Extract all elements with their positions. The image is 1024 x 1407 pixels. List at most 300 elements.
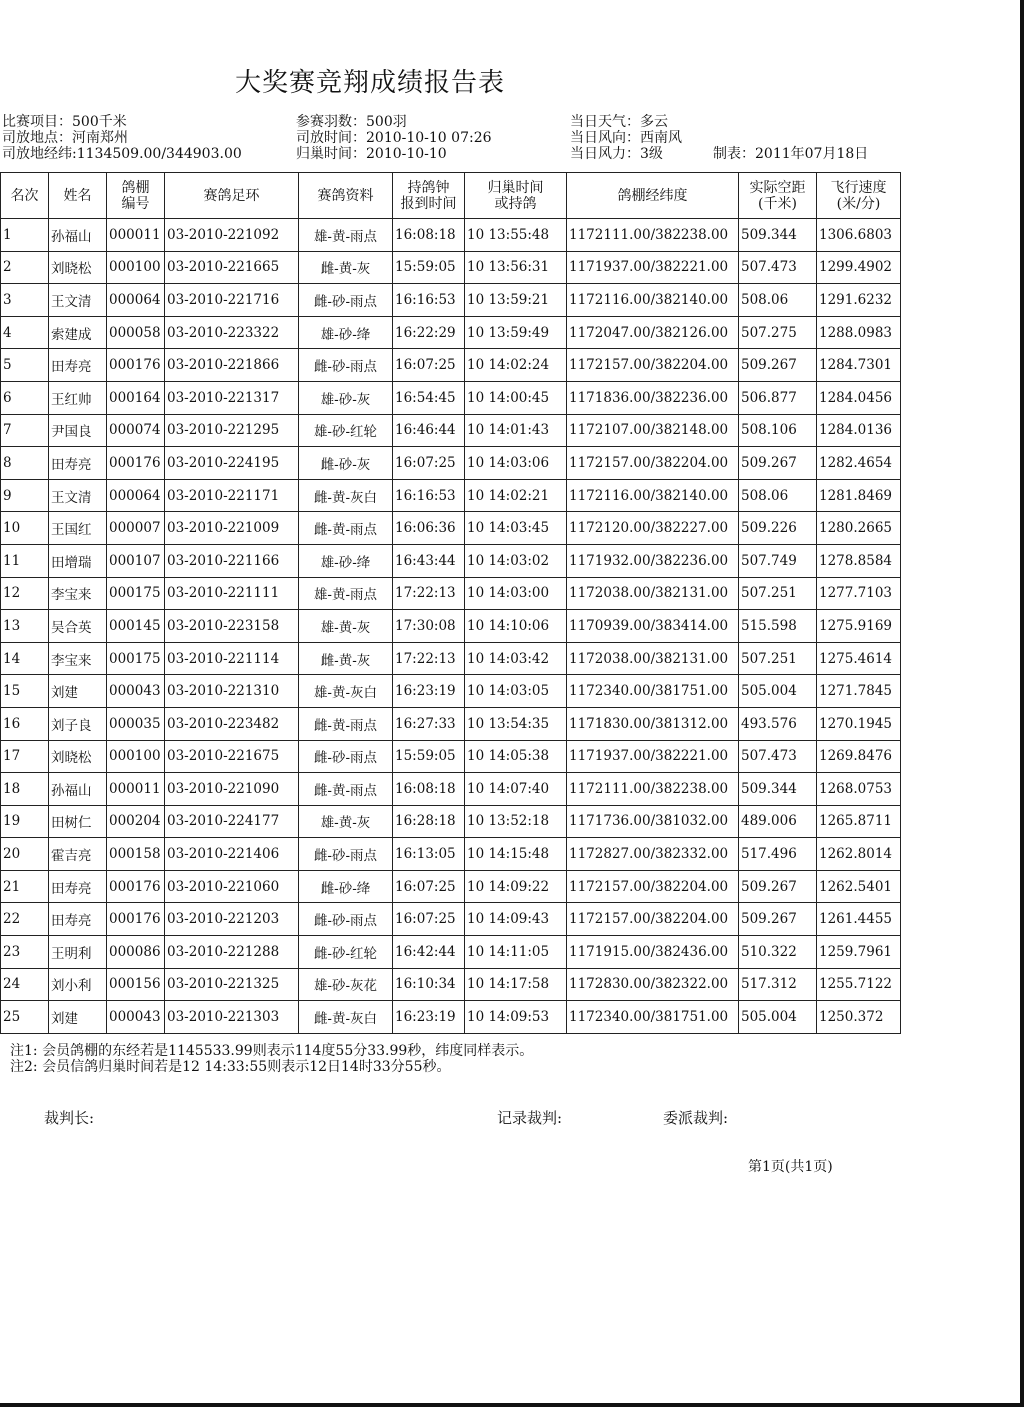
cell-distance: 489.006 xyxy=(739,805,817,838)
cell-distance: 493.576 xyxy=(739,707,817,740)
cell-name: 孙福山 xyxy=(49,773,107,806)
cell-distance: 508.06 xyxy=(739,284,817,317)
cell-rank: 13 xyxy=(1,610,49,643)
cell-ring-number: 03-2010-221090 xyxy=(165,773,299,806)
cell-clock-time: 15:59:05 xyxy=(393,251,465,284)
cell-loft-id: 000100 xyxy=(107,251,165,284)
table-header-row xyxy=(1,173,901,219)
made-date: 制表：2011年07月18日 xyxy=(713,146,869,162)
cell-loft-id: 000176 xyxy=(107,349,165,382)
cell-loft-id: 000064 xyxy=(107,284,165,317)
cell-return-time: 10 13:54:35 xyxy=(465,707,567,740)
cell-ring-number: 03-2010-221675 xyxy=(165,740,299,773)
cell-name: 王明利 xyxy=(49,936,107,969)
cell-bird-info: 雌-砂-雨点 xyxy=(299,838,393,871)
cell-rank: 6 xyxy=(1,381,49,414)
cell-loft-id: 000058 xyxy=(107,316,165,349)
cell-loft-coordinates: 1171937.00/382221.00 xyxy=(567,251,739,284)
cell-return-time: 10 14:03:02 xyxy=(465,544,567,577)
report-title: 大奖赛竞翔成绩报告表 xyxy=(234,68,505,98)
cell-loft-coordinates: 1172157.00/382204.00 xyxy=(567,447,739,480)
cell-loft-coordinates: 1172340.00/381751.00 xyxy=(567,675,739,708)
cell-name: 田树仁 xyxy=(49,805,107,838)
cell-clock-time: 15:59:05 xyxy=(393,740,465,773)
table-row xyxy=(1,675,901,708)
cell-distance: 508.06 xyxy=(739,479,817,512)
cell-return-time: 10 13:52:18 xyxy=(465,805,567,838)
cell-loft-coordinates: 1172120.00/382227.00 xyxy=(567,512,739,545)
cell-speed: 1278.8584 xyxy=(817,544,901,577)
cell-loft-id: 000007 xyxy=(107,512,165,545)
cell-ring-number: 03-2010-221317 xyxy=(165,381,299,414)
cell-loft-id: 000175 xyxy=(107,642,165,675)
cell-loft-coordinates: 1172157.00/382204.00 xyxy=(567,870,739,903)
cell-distance: 517.496 xyxy=(739,838,817,871)
cell-return-time: 10 14:17:58 xyxy=(465,968,567,1001)
cell-speed: 1281.8469 xyxy=(817,479,901,512)
cell-return-time: 10 14:02:24 xyxy=(465,349,567,382)
release-location: 司放地点：河南郑州 xyxy=(2,130,128,146)
cell-return-time: 10 13:59:49 xyxy=(465,316,567,349)
cell-ring-number: 03-2010-221406 xyxy=(165,838,299,871)
cell-clock-time: 16:10:34 xyxy=(393,968,465,1001)
cell-rank: 16 xyxy=(1,707,49,740)
cell-name: 田增瑞 xyxy=(49,544,107,577)
cell-distance: 509.226 xyxy=(739,512,817,545)
cell-name: 王文清 xyxy=(49,479,107,512)
cell-speed: 1280.2665 xyxy=(817,512,901,545)
table-row xyxy=(1,903,901,936)
cell-bird-info: 雄-砂-绛 xyxy=(299,544,393,577)
cell-distance: 507.251 xyxy=(739,642,817,675)
table-row xyxy=(1,284,901,317)
cell-return-time: 10 14:03:45 xyxy=(465,512,567,545)
cell-speed: 1299.4902 xyxy=(817,251,901,284)
cell-distance: 505.004 xyxy=(739,675,817,708)
info-column-1 xyxy=(2,114,242,162)
cell-bird-info: 雌-砂-灰 xyxy=(299,447,393,480)
cell-distance: 509.344 xyxy=(739,219,817,252)
cell-name: 田寿亮 xyxy=(49,447,107,480)
cell-return-time: 10 14:09:43 xyxy=(465,903,567,936)
table-row xyxy=(1,642,901,675)
results-table xyxy=(0,172,901,1034)
cell-loft-id: 000100 xyxy=(107,740,165,773)
cell-speed: 1271.7845 xyxy=(817,675,901,708)
cell-ring-number: 03-2010-223158 xyxy=(165,610,299,643)
header-name xyxy=(49,173,107,219)
event-distance: 比赛项目：500千米 xyxy=(2,114,127,130)
cell-loft-id: 000176 xyxy=(107,870,165,903)
note-2: 注2: 会员信鸽归巢时间若是12 14:33:55则表示12日14时33分55秒。 xyxy=(10,1059,451,1075)
cell-speed: 1284.0136 xyxy=(817,414,901,447)
chief-referee-label: 裁判长: xyxy=(44,1109,95,1127)
header-clock-time xyxy=(393,173,465,219)
info-column-2 xyxy=(296,114,492,162)
table-row xyxy=(1,251,901,284)
header-line: 鸽棚 xyxy=(121,179,150,196)
cell-speed: 1268.0753 xyxy=(817,773,901,806)
cell-ring-number: 03-2010-221092 xyxy=(165,219,299,252)
cell-loft-coordinates: 1172830.00/382322.00 xyxy=(567,968,739,1001)
cell-name: 田寿亮 xyxy=(49,349,107,382)
cell-ring-number: 03-2010-221060 xyxy=(165,870,299,903)
cell-bird-info: 雌-砂-红轮 xyxy=(299,936,393,969)
cell-rank: 18 xyxy=(1,773,49,806)
table-row xyxy=(1,870,901,903)
cell-clock-time: 16:07:25 xyxy=(393,447,465,480)
cell-ring-number: 03-2010-221303 xyxy=(165,1001,299,1034)
cell-name: 王红帅 xyxy=(49,381,107,414)
return-date: 归巢时间：2010-10-10 xyxy=(296,146,447,162)
cell-clock-time: 16:08:18 xyxy=(393,219,465,252)
header-line: (米/分) xyxy=(836,195,881,212)
cell-speed: 1275.4614 xyxy=(817,642,901,675)
cell-name: 刘小利 xyxy=(49,968,107,1001)
cell-loft-coordinates: 1172111.00/382238.00 xyxy=(567,219,739,252)
cell-return-time: 10 14:03:05 xyxy=(465,675,567,708)
cell-name: 李宝来 xyxy=(49,577,107,610)
cell-rank: 8 xyxy=(1,447,49,480)
cell-clock-time: 16:16:53 xyxy=(393,479,465,512)
cell-speed: 1282.4654 xyxy=(817,447,901,480)
cell-speed: 1284.0456 xyxy=(817,381,901,414)
weather: 当日天气：多云 xyxy=(570,114,668,130)
cell-rank: 19 xyxy=(1,805,49,838)
cell-ring-number: 03-2010-223322 xyxy=(165,316,299,349)
cell-loft-coordinates: 1172116.00/382140.00 xyxy=(567,479,739,512)
cell-bird-info: 雌-砂-雨点 xyxy=(299,349,393,382)
wind-direction: 当日风向：西南风 xyxy=(570,130,682,146)
cell-return-time: 10 14:09:53 xyxy=(465,1001,567,1034)
cell-return-time: 10 14:03:00 xyxy=(465,577,567,610)
cell-distance: 509.267 xyxy=(739,903,817,936)
cell-return-time: 10 13:55:48 xyxy=(465,219,567,252)
header-line: 姓名 xyxy=(63,187,92,204)
cell-loft-id: 000086 xyxy=(107,936,165,969)
cell-loft-id: 000176 xyxy=(107,447,165,480)
cell-bird-info: 雌-黄-雨点 xyxy=(299,512,393,545)
table-row xyxy=(1,707,901,740)
cell-bird-info: 雄-砂-红轮 xyxy=(299,414,393,447)
cell-loft-coordinates: 1172038.00/382131.00 xyxy=(567,577,739,610)
cell-bird-info: 雌-砂-雨点 xyxy=(299,903,393,936)
cell-clock-time: 16:06:36 xyxy=(393,512,465,545)
cell-bird-info: 雄-黄-雨点 xyxy=(299,219,393,252)
cell-return-time: 10 14:10:06 xyxy=(465,610,567,643)
cell-clock-time: 16:08:18 xyxy=(393,773,465,806)
cell-bird-info: 雄-砂-灰 xyxy=(299,381,393,414)
cell-ring-number: 03-2010-221111 xyxy=(165,577,299,610)
cell-rank: 9 xyxy=(1,479,49,512)
cell-distance: 507.473 xyxy=(739,740,817,773)
cell-loft-coordinates: 1172116.00/382140.00 xyxy=(567,284,739,317)
header-ring-number xyxy=(165,173,299,219)
table-row xyxy=(1,838,901,871)
assigned-referee-label: 委派裁判: xyxy=(663,1109,729,1127)
cell-return-time: 10 13:59:21 xyxy=(465,284,567,317)
table-row xyxy=(1,936,901,969)
cell-speed: 1262.5401 xyxy=(817,870,901,903)
cell-ring-number: 03-2010-221114 xyxy=(165,642,299,675)
cell-loft-id: 000043 xyxy=(107,675,165,708)
cell-bird-info: 雄-砂-绛 xyxy=(299,316,393,349)
cell-clock-time: 16:22:29 xyxy=(393,316,465,349)
cell-name: 田寿亮 xyxy=(49,870,107,903)
cell-return-time: 10 14:09:22 xyxy=(465,870,567,903)
note-1: 注1: 会员鸽棚的东经若是1145533.99则表示114度55分33.99秒，纬度同样表示。 xyxy=(10,1043,534,1059)
table-row xyxy=(1,447,901,480)
cell-speed: 1259.7961 xyxy=(817,936,901,969)
cell-rank: 21 xyxy=(1,870,49,903)
cell-ring-number: 03-2010-221295 xyxy=(165,414,299,447)
cell-rank: 23 xyxy=(1,936,49,969)
cell-clock-time: 17:30:08 xyxy=(393,610,465,643)
cell-loft-id: 000204 xyxy=(107,805,165,838)
table-row xyxy=(1,219,901,252)
table-row xyxy=(1,349,901,382)
cell-return-time: 10 14:07:40 xyxy=(465,773,567,806)
table-row xyxy=(1,544,901,577)
cell-clock-time: 16:28:18 xyxy=(393,805,465,838)
cell-rank: 25 xyxy=(1,1001,49,1034)
cell-rank: 1 xyxy=(1,219,49,252)
cell-loft-coordinates: 1170939.00/383414.00 xyxy=(567,610,739,643)
cell-ring-number: 03-2010-221866 xyxy=(165,349,299,382)
cell-loft-coordinates: 1172038.00/382131.00 xyxy=(567,642,739,675)
cell-clock-time: 16:42:44 xyxy=(393,936,465,969)
cell-clock-time: 16:07:25 xyxy=(393,870,465,903)
record-referee-label: 记录裁判: xyxy=(497,1109,563,1127)
cell-distance: 509.267 xyxy=(739,349,817,382)
cell-rank: 4 xyxy=(1,316,49,349)
cell-return-time: 10 14:01:43 xyxy=(465,414,567,447)
cell-name: 刘建 xyxy=(49,675,107,708)
header-line: 归巢时间 xyxy=(487,179,544,196)
cell-name: 王文清 xyxy=(49,284,107,317)
cell-loft-coordinates: 1171932.00/382236.00 xyxy=(567,544,739,577)
cell-clock-time: 16:27:33 xyxy=(393,707,465,740)
cell-distance: 507.251 xyxy=(739,577,817,610)
wind-force: 当日风力：3级 xyxy=(570,146,663,162)
cell-speed: 1269.8476 xyxy=(817,740,901,773)
table-row xyxy=(1,512,901,545)
cell-return-time: 10 14:15:48 xyxy=(465,838,567,871)
cell-return-time: 10 14:03:42 xyxy=(465,642,567,675)
cell-speed: 1262.8014 xyxy=(817,838,901,871)
cell-rank: 22 xyxy=(1,903,49,936)
cell-loft-coordinates: 1172111.00/382238.00 xyxy=(567,773,739,806)
cell-name: 刘晓松 xyxy=(49,740,107,773)
cell-loft-id: 000035 xyxy=(107,707,165,740)
cell-name: 索建成 xyxy=(49,316,107,349)
cell-rank: 10 xyxy=(1,512,49,545)
cell-speed: 1277.7103 xyxy=(817,577,901,610)
cell-clock-time: 17:22:13 xyxy=(393,642,465,675)
table-row xyxy=(1,968,901,1001)
cell-return-time: 10 14:02:21 xyxy=(465,479,567,512)
release-time: 司放时间：2010-10-10 07:26 xyxy=(296,130,492,146)
header-speed xyxy=(817,173,901,219)
cell-speed: 1291.6232 xyxy=(817,284,901,317)
cell-ring-number: 03-2010-221716 xyxy=(165,284,299,317)
cell-rank: 5 xyxy=(1,349,49,382)
cell-distance: 507.749 xyxy=(739,544,817,577)
cell-return-time: 10 13:56:31 xyxy=(465,251,567,284)
cell-loft-coordinates: 1172107.00/382148.00 xyxy=(567,414,739,447)
cell-bird-info: 雌-黄-雨点 xyxy=(299,707,393,740)
cell-ring-number: 03-2010-221665 xyxy=(165,251,299,284)
cell-clock-time: 16:07:25 xyxy=(393,349,465,382)
header-rank xyxy=(1,173,49,219)
cell-loft-coordinates: 1172340.00/381751.00 xyxy=(567,1001,739,1034)
header-line: 或持鸽 xyxy=(494,195,537,212)
header-line: 报到时间 xyxy=(400,195,457,212)
info-column-3 xyxy=(570,114,682,162)
cell-loft-coordinates: 1171915.00/382436.00 xyxy=(567,936,739,969)
cell-loft-id: 000158 xyxy=(107,838,165,871)
header-line: 编号 xyxy=(121,195,150,212)
cell-speed: 1250.372 xyxy=(817,1001,901,1034)
header-loft-coordinates xyxy=(567,173,739,219)
cell-bird-info: 雄-黄-灰 xyxy=(299,805,393,838)
cell-rank: 12 xyxy=(1,577,49,610)
cell-ring-number: 03-2010-221310 xyxy=(165,675,299,708)
cell-bird-info: 雌-黄-灰 xyxy=(299,642,393,675)
cell-name: 尹国良 xyxy=(49,414,107,447)
cell-name: 李宝来 xyxy=(49,642,107,675)
cell-speed: 1255.7122 xyxy=(817,968,901,1001)
cell-speed: 1288.0983 xyxy=(817,316,901,349)
cell-return-time: 10 14:11:05 xyxy=(465,936,567,969)
cell-clock-time: 16:54:45 xyxy=(393,381,465,414)
header-line: 鸽棚经纬度 xyxy=(617,187,688,204)
cell-rank: 15 xyxy=(1,675,49,708)
cell-distance: 509.267 xyxy=(739,870,817,903)
cell-loft-id: 000074 xyxy=(107,414,165,447)
cell-loft-id: 000107 xyxy=(107,544,165,577)
header-line: 飞行速度 xyxy=(830,179,887,196)
table-row xyxy=(1,773,901,806)
cell-name: 霍吉亮 xyxy=(49,838,107,871)
entry-count: 参赛羽数：500羽 xyxy=(296,114,407,130)
cell-clock-time: 16:23:19 xyxy=(393,1001,465,1034)
cell-bird-info: 雌-黄-灰白 xyxy=(299,1001,393,1034)
cell-bird-info: 雌-黄-灰 xyxy=(299,251,393,284)
cell-loft-coordinates: 1172047.00/382126.00 xyxy=(567,316,739,349)
cell-rank: 7 xyxy=(1,414,49,447)
cell-rank: 14 xyxy=(1,642,49,675)
cell-loft-coordinates: 1171830.00/381312.00 xyxy=(567,707,739,740)
cell-loft-id: 000156 xyxy=(107,968,165,1001)
cell-bird-info: 雌-砂-雨点 xyxy=(299,740,393,773)
cell-ring-number: 03-2010-221203 xyxy=(165,903,299,936)
page-number: 第1页(共1页) xyxy=(748,1159,833,1175)
cell-loft-coordinates: 1171836.00/382236.00 xyxy=(567,381,739,414)
cell-bird-info: 雄-黄-雨点 xyxy=(299,577,393,610)
cell-ring-number: 03-2010-221325 xyxy=(165,968,299,1001)
cell-loft-id: 000176 xyxy=(107,903,165,936)
cell-loft-id: 000175 xyxy=(107,577,165,610)
cell-name: 王国红 xyxy=(49,512,107,545)
header-line: (千米) xyxy=(758,195,797,212)
header-line: 持鸽钟 xyxy=(407,179,450,196)
cell-loft-coordinates: 1171937.00/382221.00 xyxy=(567,740,739,773)
cell-loft-coordinates: 1172157.00/382204.00 xyxy=(567,903,739,936)
header-return-time xyxy=(465,173,567,219)
cell-loft-id: 000164 xyxy=(107,381,165,414)
cell-bird-info: 雌-黄-雨点 xyxy=(299,773,393,806)
cell-return-time: 10 14:03:06 xyxy=(465,447,567,480)
cell-speed: 1261.4455 xyxy=(817,903,901,936)
cell-ring-number: 03-2010-221009 xyxy=(165,512,299,545)
cell-speed: 1306.6803 xyxy=(817,219,901,252)
cell-clock-time: 16:23:19 xyxy=(393,675,465,708)
table-row xyxy=(1,414,901,447)
cell-ring-number: 03-2010-223482 xyxy=(165,707,299,740)
header-distance xyxy=(739,173,817,219)
cell-rank: 2 xyxy=(1,251,49,284)
cell-loft-coordinates: 1172157.00/382204.00 xyxy=(567,349,739,382)
cell-distance: 517.312 xyxy=(739,968,817,1001)
cell-clock-time: 16:13:05 xyxy=(393,838,465,871)
cell-clock-time: 16:46:44 xyxy=(393,414,465,447)
cell-clock-time: 16:43:44 xyxy=(393,544,465,577)
header-line: 实际空距 xyxy=(749,179,806,196)
cell-distance: 506.877 xyxy=(739,381,817,414)
cell-ring-number: 03-2010-221166 xyxy=(165,544,299,577)
notes xyxy=(10,1043,533,1075)
cell-rank: 20 xyxy=(1,838,49,871)
cell-speed: 1275.9169 xyxy=(817,610,901,643)
cell-return-time: 10 14:05:38 xyxy=(465,740,567,773)
table-row xyxy=(1,316,901,349)
cell-loft-coordinates: 1171736.00/381032.00 xyxy=(567,805,739,838)
cell-ring-number: 03-2010-224195 xyxy=(165,447,299,480)
cell-bird-info: 雌-砂-绛 xyxy=(299,870,393,903)
cell-distance: 509.344 xyxy=(739,773,817,806)
table-row xyxy=(1,577,901,610)
header-line: 赛鸽资料 xyxy=(317,187,374,204)
cell-distance: 509.267 xyxy=(739,447,817,480)
table-row xyxy=(1,740,901,773)
cell-clock-time: 16:07:25 xyxy=(393,903,465,936)
cell-ring-number: 03-2010-221171 xyxy=(165,479,299,512)
table-row xyxy=(1,479,901,512)
cell-distance: 515.598 xyxy=(739,610,817,643)
cell-loft-id: 000011 xyxy=(107,773,165,806)
cell-distance: 505.004 xyxy=(739,1001,817,1034)
cell-clock-time: 16:16:53 xyxy=(393,284,465,317)
table-body xyxy=(1,219,901,1034)
release-coordinates: 司放地经纬:1134509.00/344903.00 xyxy=(2,146,242,162)
cell-speed: 1265.8711 xyxy=(817,805,901,838)
cell-loft-id: 000145 xyxy=(107,610,165,643)
cell-bird-info: 雌-砂-雨点 xyxy=(299,284,393,317)
cell-ring-number: 03-2010-221288 xyxy=(165,936,299,969)
header-line: 赛鸽足环 xyxy=(203,187,260,204)
header-loft-id xyxy=(107,173,165,219)
cell-loft-id: 000064 xyxy=(107,479,165,512)
cell-return-time: 10 14:00:45 xyxy=(465,381,567,414)
cell-rank: 17 xyxy=(1,740,49,773)
cell-bird-info: 雄-黄-灰白 xyxy=(299,675,393,708)
cell-loft-coordinates: 1172827.00/382332.00 xyxy=(567,838,739,871)
header-line: 名次 xyxy=(10,187,39,204)
table-row xyxy=(1,610,901,643)
cell-rank: 11 xyxy=(1,544,49,577)
cell-bird-info: 雌-黄-灰白 xyxy=(299,479,393,512)
